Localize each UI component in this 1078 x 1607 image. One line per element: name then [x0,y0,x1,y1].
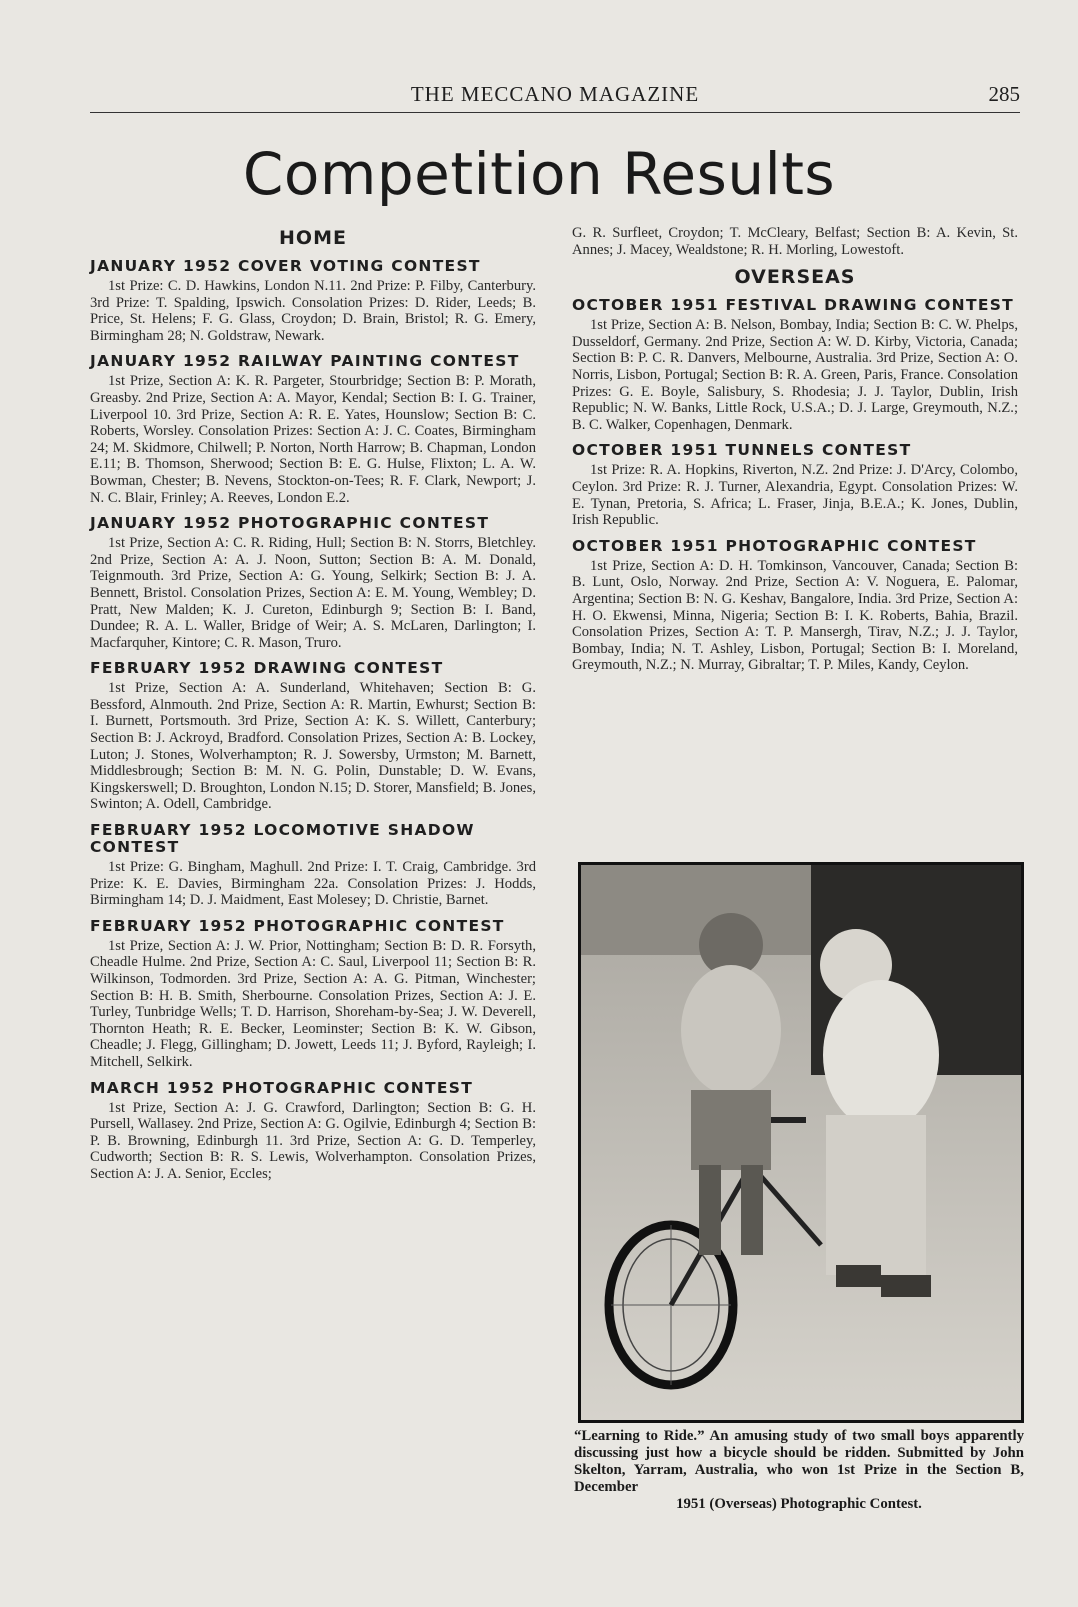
photograph-boys-with-bicycle [578,862,1024,1423]
contest-heading: JANUARY 1952 PHOTOGRAPHIC CONTEST [90,514,490,533]
contest-results: 1st Prize, Section A: B. Nelson, Bombay, India; Section B: C. W. Phelps, Dusseldorf, Germany. 2nd Prize, Section A: W. D. Kirby, Victoria, Canada; Section B: P. C. R. Danvers, Melbourne, Australia. 3rd Prize, Section A: O. Norris, Lisbon, Portugal; Section B: R. A. Green, Paris, France. Consolation Prizes: G. E. Boyle, Salisbury, S. Rhodesia; J. J. Taylor, Dublin, Irish Republic; N. W. Banks, Little Rock, U.S.A.; D. J. Large, Greymouth, N.Z.; B. C. Walker, Copenhagen, Denmark. [572,317,1018,433]
contest-results: 1st Prize, Section A: C. R. Riding, Hull; Section B: N. Storrs, Bletchley. 2nd Prize, Section A: A. J. Noon, Sutton; Section B: A. M. Donald, Teignmouth. 3rd Prize, Section A: G. Young, Selkirk; Section B: J. A. Bennett, Bristol. Consolation Prizes, Section A: E. M. Young, Wembley; D. Pratt, New Malden; K. J. Cureton, Edinburgh 9; Section B: I. Band, Dundee; R. A. L. Waller, Bridge of Weir; A. S. McLaren, Darlington; I. Macfarquher, Kintore; C. R. Mason, Truro. [90,535,536,651]
contest-results: 1st Prize, Section A: K. R. Pargeter, Stourbridge; Section B: P. Morath, Greasby. 2nd Prize, Section A: A. Mayor, Kendal; Section B: I. G. Trainer, Liverpool 10. 3rd Prize, Section A: R. E. Yates, Hounslow; Section B: C. Roberts, Worsley. Consolation Prizes: Section A: J. C. Coates, Birmingham 24; M. Skidmore, Chilwell; P. Norton, North Harrow; B. Chapman, London E.11; B. Thomson, Sherwood; Section B: E. G. Hulse, Flixton; L. A. W. Bowman, Chester; B. Nevens, Stockton-on-Tees; R. F. Clark, Newport; J. N. C. Blair, Frinley; A. Reeves, London E.2. [90,373,536,506]
contest-heading: FEBRUARY 1952 LOCOMOTIVE SHADOW CONTEST [90,821,475,857]
contest-heading: MARCH 1952 PHOTOGRAPHIC CONTEST [90,1078,474,1097]
left-column [90,225,536,1183]
contest-results: 1st Prize: C. D. Hawkins, London N.11. 2nd Prize: P. Filby, Canterbury. 3rd Prize: T. Spalding, Ipswich. Consolation Prizes: D. Rider, Leeds; B. Price, St. Helens; F. G. Glass, Croydon; D. Brain, Bristol; R. G. Emery, Birmingham 28; N. Goldstraw, Newark. [90,278,536,344]
contest-heading: OCTOBER 1951 TUNNELS CONTEST [572,441,912,460]
section-heading-overseas: OVERSEAS [734,266,856,289]
contest-heading: JANUARY 1952 COVER VOTING CONTEST [90,257,481,275]
page-title: Competition Results [242,140,836,208]
running-head [90,82,1020,113]
contest-results: 1st Prize, Section A: J. W. Prior, Nottingham; Section B: D. R. Forsyth, Cheadle Hulme. 2nd Prize, Section A: C. Saul, Liverpool 11; Section B: R. Wilkinson, Todmorden. 3rd Prize, Section A: A. G. Pitman, Winchester; Section B: H. B. Smith, Sherbourne. Consolation Prizes, Section A: J. E. Turley, Tunbridge Wells; T. D. Harrison, Shoreham-by-Sea; J. W. Deverell, Thornton Heath; R. E. Becker, Leominster; Section B: K. W. Gibson, Cheadle; J. Flegg, Gillingham; D. Jowett, Leeds 11; J. Byford, Rayleigh; I. Mitchell, Selkirk. [90,937,536,1070]
photo-caption [574,1428,1024,1513]
contest-results: 1st Prize, Section A: D. H. Tomkinson, Vancouver, Canada; Section B: B. Lunt, Oslo, Norway. 2nd Prize, Section A: V. Noguera, E. Palomar, Argentina; Section B: N. G. Keshav, Bangalore, India. 3rd Prize, Section A: H. O. Ekwensi, Minna, Nigeria; Section B: I. K. Roberts, Bahia, Brazil. Consolation Prizes, Section A: T. P. Mansergh, Tirav, N.Z.; J. J. Taylor, Bombay, India; N. T. Ashley, Lisbon, Portugal; Section B: I. Moreland, Greymouth, N.Z.; N. Murray, Gibraltar; T. P. Miles, Kandy, Ceylon. [572,557,1018,674]
page-number: 285 [988,82,1020,106]
contest-results: 1st Prize: G. Bingham, Maghull. 2nd Prize: I. T. Craig, Cambridge. 3rd Prize: K. E. Davies, Birmingham 22a. Consolation Prizes: J. Hodds, Birmingham 14; D. J. Maidment, East Molesey; D. Christie, Barnet. [90,859,536,909]
contest-heading: JANUARY 1952 RAILWAY PAINTING CONTEST [90,352,520,371]
photo-illustration [581,865,1021,1420]
contest-heading: OCTOBER 1951 PHOTOGRAPHIC CONTEST [572,536,977,555]
contest-results: 1st Prize, Section A: A. Sunderland, Whitehaven; Section B: G. Bessford, Alnmouth. 2nd Prize, Section A: R. Martin, Ewhurst; Section B: I. Burnett, Portsmouth. 3rd Prize, Section A: K. S. Willett, Canterbury; Section B: J. Ackroyd, Bradford. Consolation Prizes, Section A: B. Lockey, Luton; J. Stones, Wolverhampton; R. J. Sowersby, Urmston; M. Barnett, Middlesbrough; Section B: M. N. G. Polin, Dunstable; D. W. Evans, Kingskerswell; D. Broughton, London N.15; D. Storer, Mansfield; B. Jones, Swinton; A. Odell, Cambridge. [90,680,536,813]
magazine-title: THE MECCANO MAGAZINE [410,82,700,106]
contest-heading: FEBRUARY 1952 DRAWING CONTEST [90,659,444,678]
contest-results: 1st Prize, Section A: J. G. Crawford, Darlington; Section B: G. H. Pursell, Wallasey. 2nd Prize, Section A: G. Ogilvie, Edinburgh 4; Section B: P. B. Browning, Edinburgh 11. 3rd Prize, Section A: G. D. Temperley, Cudworth; Section B: R. S. Lewis, Wolverhampton. Consolation Prizes, Section A: J. A. Senior, Eccles; [90,1099,536,1182]
right-column [572,225,1018,674]
contest-heading: FEBRUARY 1952 PHOTOGRAPHIC CONTEST [90,916,505,935]
contest-heading: OCTOBER 1951 FESTIVAL DRAWING CONTEST [572,296,1015,315]
section-heading-home: HOME [279,227,347,249]
caption-text: “Learning to Ride.” An amusing study of two small boys apparently discussing just how a bicycle should be ridden. Submitted by John Skelton, Yarram, Australia, who won 1st Prize in the Section B, December [574,1428,1024,1495]
contest-results: 1st Prize: R. A. Hopkins, Riverton, N.Z. 2nd Prize: J. D'Arcy, Colombo, Ceylon. 3rd Prize: R. J. Turner, Alexandria, Egypt. Consolation Prizes: W. E. Tynan, Pretoria, S. Africa; L. Fraser, Jinja, B.E.A.; K. Jones, Dublin, Irish Republic. [572,462,1018,529]
caption-text-last-line: 1951 (Overseas) Photographic Contest. [676,1496,922,1512]
continued-results: G. R. Surfleet, Croydon; T. McCleary, Belfast; Section B: A. Kevin, St. Annes; J. Macey, Wealdstone; R. H. Morling, Lowestoft. [572,225,1018,258]
